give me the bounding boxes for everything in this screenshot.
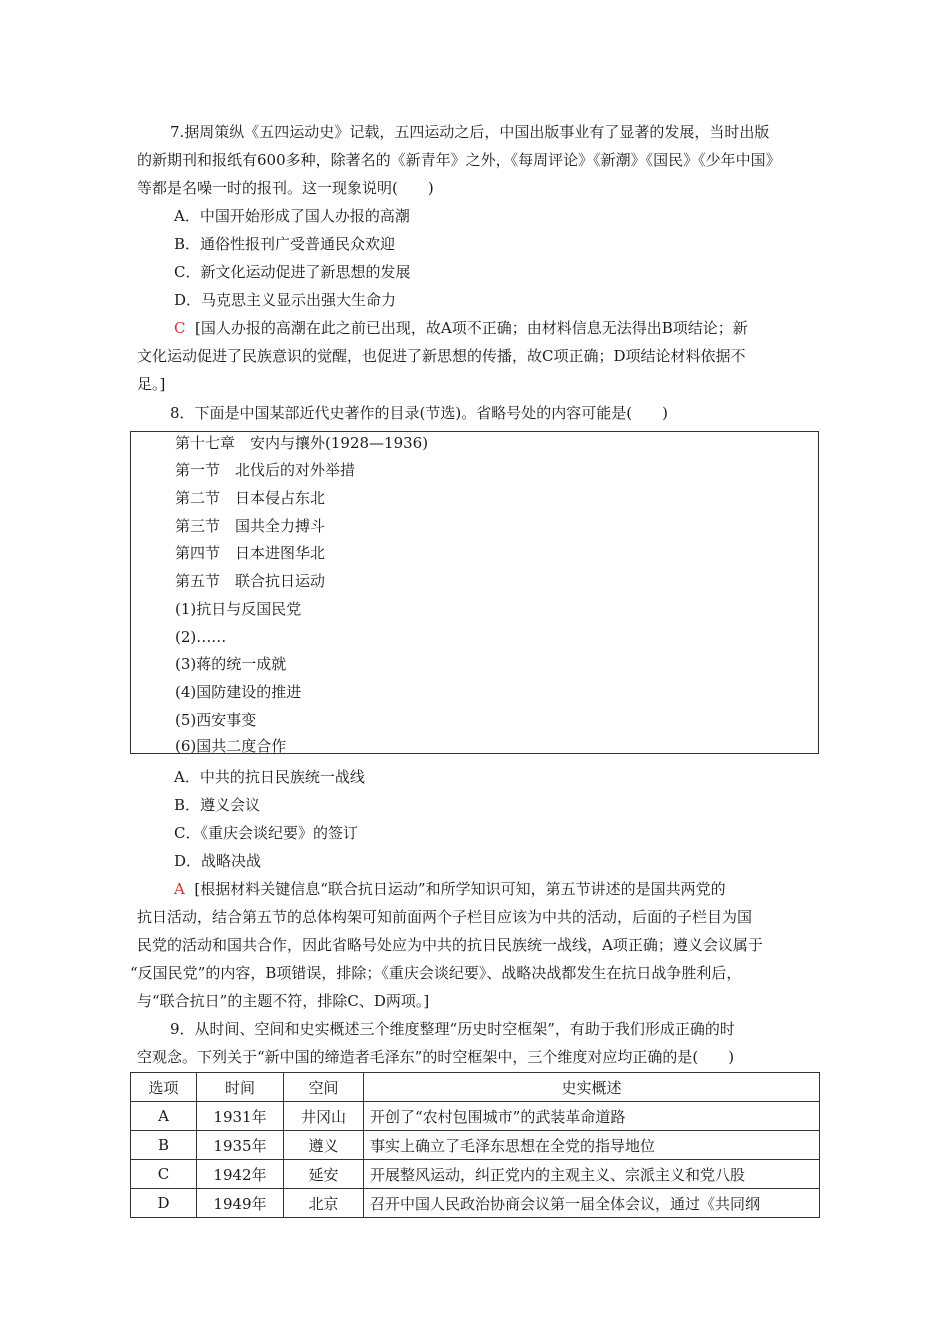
toc-item-2: (2)…… <box>175 628 227 646</box>
table-row <box>131 1160 820 1189</box>
cell-time: 1949年 <box>197 1189 284 1218</box>
toc-item-5: (5)西安事变 <box>175 711 257 729</box>
q8-option-d: D．战略决战 <box>174 852 262 870</box>
cell-time: 1931年 <box>197 1102 284 1131</box>
cell-place: 井冈山 <box>284 1102 364 1131</box>
cell-summary: 开展整风运动，纠正党内的主观主义、宗派主义和党八股 <box>364 1160 820 1189</box>
header-place: 空间 <box>284 1073 364 1102</box>
cell-place: 北京 <box>284 1189 364 1218</box>
header-time: 时间 <box>197 1073 284 1102</box>
cell-option: C <box>131 1160 197 1189</box>
cell-summary: 开创了“农村包围城市”的武装革命道路 <box>364 1102 820 1131</box>
q8-option-b: B．遵义会议 <box>174 796 261 814</box>
q7-stem-line-1: 7.据周策纵《五四运动史》记载，五四运动之后，中国出版事业有了显著的发展，当时出版 <box>170 123 770 141</box>
q7-explanation-text-1: [国人办报的高潮在此之前已出现，故A项不正确；由材料信息无法得出B项结论；新 <box>195 319 748 337</box>
table-row <box>131 1189 820 1218</box>
q7-option-d: D．马克思主义显示出强大生命力 <box>174 291 397 309</box>
toc-item-4: (4)国防建设的推进 <box>175 683 302 701</box>
cell-summary: 召开中国人民政治协商会议第一届全体会议，通过《共同纲 <box>364 1189 820 1218</box>
toc-section-4: 第四节 日本进图华北 <box>175 544 326 562</box>
toc-section-3: 第三节 国共全力搏斗 <box>175 517 326 535</box>
toc-item-3: (3)蒋的统一成就 <box>175 655 287 673</box>
q8-explanation-line-3: 民党的活动和国共合作，因此省略号处应为中共的抗日民族统一战线，A项正确；遵义会议属于 <box>137 936 763 954</box>
q7-stem-line-3: 等都是名噪一时的报刊。这一现象说明( ) <box>137 179 434 197</box>
cell-time: 1942年 <box>197 1160 284 1189</box>
toc-section-1: 第一节 北伐后的对外举措 <box>175 461 356 479</box>
q8-option-c: C．《重庆会谈纪要》的签订 <box>174 824 358 842</box>
cell-time: 1935年 <box>197 1131 284 1160</box>
table-header-row <box>131 1073 820 1102</box>
q7-option-c: C．新文化运动促进了新思想的发展 <box>174 263 411 281</box>
table-row <box>131 1131 820 1160</box>
cell-place: 延安 <box>284 1160 364 1189</box>
cell-option: D <box>131 1189 197 1218</box>
q8-stem: 8．下面是中国某部近代史著作的目录(节选)。省略号处的内容可能是( ) <box>170 404 668 422</box>
cell-summary: 事实上确立了毛泽东思想在全党的指导地位 <box>364 1131 820 1160</box>
q7-explanation-line-3: 足。] <box>137 375 166 393</box>
cell-option: A <box>131 1102 197 1131</box>
q8-explanation-line-5: 与“联合抗日”的主题不符，排除C、D两项。] <box>137 992 430 1010</box>
table-row <box>131 1102 820 1131</box>
q7-answer: C <box>174 319 186 337</box>
q8-answer: A <box>174 880 185 898</box>
q8-explanation-text-1: [根据材料关键信息“联合抗日运动”和所学知识可知，第五节讲述的是国共两党的 <box>194 880 726 898</box>
q8-explanation-line-4: “反国民党”的内容，B项错误，排除；《重庆会谈纪要》、战略决战都发生在抗日战争胜利后， <box>130 964 742 982</box>
cell-option: B <box>131 1131 197 1160</box>
header-option: 选项 <box>131 1073 197 1102</box>
toc-chapter: 第十七章 安内与攘外(1928—1936) <box>175 434 429 452</box>
q7-explanation-line-1 <box>174 317 748 339</box>
q7-stem-line-2: 的新期刊和报纸有600多种，除著名的《新青年》之外，《每周评论》《新潮》《国民》《少年中国》 <box>137 151 781 169</box>
q7-option-a: A．中国开始形成了国人办报的高潮 <box>174 207 410 225</box>
q9-stem-line-1: 9．从时间、空间和史实概述三个维度整理“历史时空框架”，有助于我们形成正确的时 <box>170 1020 735 1038</box>
q7-explanation-line-2: 文化运动促进了民族意识的觉醒，也促进了新思想的传播，故C项正确；D项结论材料依据不 <box>137 347 746 365</box>
cell-place: 遵义 <box>284 1131 364 1160</box>
toc-item-6: (6)国共二度合作 <box>175 737 287 755</box>
q8-table-of-contents <box>130 431 819 754</box>
toc-section-5: 第五节 联合抗日运动 <box>175 572 326 590</box>
q8-explanation-line-1 <box>174 878 726 900</box>
q9-stem-line-2: 空观念。下列关于“新中国的缔造者毛泽东”的时空框架中，三个维度对应均正确的是( ) <box>137 1048 735 1066</box>
q8-explanation-line-2: 抗日活动，结合第五节的总体构架可知前面两个子栏目应该为中共的活动，后面的子栏目为国 <box>137 908 753 926</box>
toc-section-2: 第二节 日本侵占东北 <box>175 489 326 507</box>
header-summary: 史实概述 <box>364 1073 820 1102</box>
toc-item-1: (1)抗日与反国民党 <box>175 600 302 618</box>
q7-option-b: B．通俗性报刊广受普通民众欢迎 <box>174 235 396 253</box>
q8-option-a: A．中共的抗日民族统一战线 <box>174 768 365 786</box>
q9-options-table <box>130 1072 820 1218</box>
